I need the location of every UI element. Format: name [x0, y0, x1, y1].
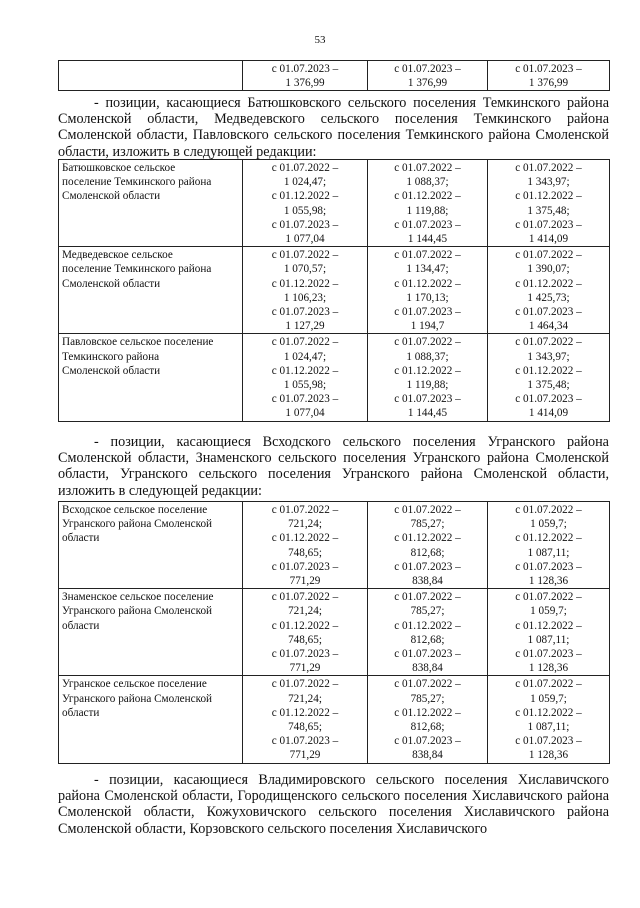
tariff-cell-2 [368, 589, 488, 676]
cell-line: 1 055,98; [283, 204, 327, 217]
cell-line: с 01.07.2022 – [515, 504, 582, 516]
cell-line: с 01.07.2023 – [271, 648, 339, 661]
cell-line: Смоленской области [62, 277, 161, 290]
cell-line: с 01.12.2022 – [394, 190, 461, 203]
settlement-name-cell [59, 502, 243, 589]
cell-line: с 01.07.2022 – [271, 336, 339, 349]
cell-line: 1 134,47; [406, 263, 449, 276]
paragraph-vskhodskoe: - позиции, касающиеся Всходского сельского поселения Угранского района Смоленской области, Знаменского сельского поселения Угранского района Смоленской области, Угранского сельского поселения Угранского района Смоленской области, изложить в следующей редакции: [58, 434, 609, 499]
cell-line: 1 375,48; [527, 204, 570, 217]
cell-line: с 01.07.2023 – [515, 218, 582, 231]
cell-line: 1 070,57; [283, 263, 327, 276]
cell-line: 838,84 [412, 575, 443, 588]
cell-line: Смоленской области [62, 364, 161, 377]
cell-line: 838,84 [412, 662, 443, 675]
cell-line: с 01.07.2022 – [271, 678, 339, 691]
cell-line: 771,29 [289, 662, 321, 675]
top-table [58, 60, 610, 91]
cell-line: с 01.07.2023 – [515, 560, 582, 573]
cell-line: с 01.12.2022 – [394, 706, 461, 719]
cell-line: 838,84 [412, 749, 443, 762]
cell-line: с 01.07.2022 – [394, 678, 461, 691]
settlement-name-cell [59, 160, 243, 247]
tariff-cell-1 [243, 589, 368, 676]
cell-line: 1 119,88; [406, 379, 449, 392]
cell-line: с 01.07.2022 – [515, 678, 582, 691]
cell-line: с 01.12.2022 – [271, 364, 339, 377]
tariff-cell-1 [243, 334, 368, 421]
cell-line: 1 087,11; [527, 721, 570, 734]
cell-line: с 01.07.2023 – [271, 735, 339, 748]
cell-line: с 01.07.2023 – [394, 735, 461, 748]
cell-line: с 01.07.2023 – [394, 560, 461, 573]
cell-line [62, 62, 239, 76]
table-row [59, 502, 610, 589]
cell-line: с 01.07.2022 – [394, 162, 461, 174]
cell-line: 812,68; [410, 546, 445, 559]
cell-line: 1 343,97; [527, 350, 570, 363]
tariff-cell-3 [488, 61, 610, 91]
cell-line: с 01.07.2023 – [515, 648, 582, 661]
cell-line: с 01.07.2023 – [515, 393, 582, 406]
cell-line: 748,65; [288, 633, 322, 646]
cell-line: с 01.07.2023 – [515, 735, 582, 748]
table-row [59, 589, 610, 676]
cell-line: 1 128,36 [528, 749, 569, 762]
cell-line: 812,68; [410, 721, 445, 734]
cell-line: с 01.12.2022 – [271, 277, 339, 290]
cell-line: с 01.12.2022 – [394, 277, 461, 290]
settlement-name-cell [59, 334, 243, 421]
cell-line: с 01.07.2023 – [394, 63, 461, 75]
tariff-cell-1 [243, 676, 368, 763]
cell-line: 1 343,97; [527, 176, 570, 189]
cell-line: с 01.12.2022 – [515, 277, 582, 290]
tariff-cell-3 [488, 247, 610, 334]
cell-line: с 01.07.2023 – [515, 306, 582, 319]
cell-line: 1 144,45 [407, 407, 448, 420]
cell-line: 1 194,7 [410, 320, 445, 333]
cell-line: поселение Темкинского района [62, 176, 212, 189]
cell-line: Угранское сельское поселение [62, 678, 207, 691]
cell-line: с 01.07.2022 – [271, 591, 339, 604]
cell-line: с 01.07.2023 – [394, 393, 461, 406]
tariff-cell-3 [488, 502, 610, 589]
cell-line: Смоленской области [62, 190, 161, 203]
cell-line: с 01.07.2022 – [515, 336, 582, 349]
tariff-cell-3 [488, 589, 610, 676]
cell-line: 1 464,34 [528, 320, 569, 333]
table-row [59, 61, 610, 91]
cell-line: области [62, 619, 100, 632]
cell-line: с 01.07.2023 – [515, 63, 582, 75]
cell-line: Темкинского района [62, 350, 160, 363]
cell-line: с 01.12.2022 – [271, 706, 339, 719]
tariff-cell-2 [368, 334, 488, 421]
cell-line: с 01.07.2023 – [394, 218, 461, 231]
cell-line: 785,27; [410, 605, 445, 618]
cell-line: с 01.12.2022 – [515, 706, 582, 719]
cell-line: 771,29 [289, 575, 321, 588]
settlement-name-cell [59, 676, 243, 763]
cell-line: 812,68; [410, 633, 445, 646]
cell-line: с 01.07.2023 – [394, 648, 461, 661]
table-row [59, 247, 610, 334]
cell-line: 748,65; [288, 546, 322, 559]
paragraph-vladimirovskoe: - позиции, касающиеся Владимировского сельского поселения Хиславичского района Смоленской области, Городищенского сельского поселения Хиславичского района Смоленской области, Кожуховичского сельского поселения Хиславичского района Смоленской области, Корзовского сельского поселения Хиславичского [58, 772, 609, 837]
cell-line: 1 414,09 [528, 233, 569, 246]
cell-line: с 01.07.2023 – [271, 63, 339, 75]
cell-line: области [62, 706, 100, 719]
table-row [59, 676, 610, 763]
cell-line: 1 170,13; [406, 291, 449, 304]
cell-line: 1 128,36 [528, 662, 569, 675]
cell-line: 1 088,37; [406, 176, 449, 189]
cell-line: 771,29 [289, 749, 321, 762]
cell-line: 1 119,88; [406, 204, 449, 217]
tariff-cell-1 [243, 502, 368, 589]
table-row [59, 334, 610, 421]
cell-line: с 01.07.2023 – [271, 560, 339, 573]
cell-line: с 01.07.2022 – [515, 249, 582, 262]
cell-line: с 01.07.2022 – [394, 591, 461, 604]
tariff-cell-3 [488, 334, 610, 421]
tariff-cell-2 [368, 247, 488, 334]
cell-line: Угранского района Смоленской [62, 605, 213, 618]
settlement-name-cell [59, 247, 243, 334]
cell-line: Медведевское сельское [62, 249, 173, 262]
cell-line: с 01.07.2022 – [271, 249, 339, 262]
cell-line: с 01.12.2022 – [271, 190, 339, 203]
cell-line: с 01.12.2022 – [394, 619, 461, 632]
table-row [59, 160, 610, 247]
cell-line: 1 077,04 [285, 233, 325, 246]
cell-line: 1 376,99 [528, 77, 569, 90]
cell-line: с 01.07.2023 – [271, 218, 339, 231]
cell-line: Павловское сельское поселение [62, 336, 214, 349]
cell-line: 1 128,36 [528, 575, 569, 588]
cell-line: 721,24; [288, 518, 322, 531]
cell-line: 1 144,45 [407, 233, 448, 246]
cell-line: Угранского района Смоленской [62, 518, 213, 531]
cell-line: с 01.12.2022 – [271, 619, 339, 632]
cell-line: 1 087,11; [527, 633, 570, 646]
cell-line: 1 059,7; [530, 605, 567, 618]
page-number: 53 [314, 34, 326, 46]
cell-line: с 01.07.2022 – [515, 591, 582, 604]
cell-line: 1 376,99 [285, 77, 325, 90]
cell-line: 1 106,23; [283, 291, 327, 304]
cell-line: 1 376,99 [407, 77, 448, 90]
settlement-name-cell [59, 589, 243, 676]
cell-line: с 01.07.2022 – [394, 504, 461, 516]
tariff-cell-2 [368, 676, 488, 763]
cell-line: 1 425,73; [527, 291, 570, 304]
cell-line: с 01.07.2022 – [394, 249, 461, 262]
cell-line: 1 088,37; [406, 350, 449, 363]
cell-line: с 01.07.2022 – [515, 162, 582, 174]
cell-line: поселение Темкинского района [62, 263, 212, 276]
cell-line: Батюшковское сельское [62, 162, 176, 174]
cell-line: с 01.12.2022 – [394, 532, 461, 545]
cell-line: с 01.07.2022 – [271, 504, 339, 516]
cell-line: с 01.07.2023 – [271, 393, 339, 406]
cell-line: с 01.12.2022 – [515, 619, 582, 632]
cell-line: 785,27; [410, 518, 445, 531]
cell-line: 1 087,11; [527, 546, 570, 559]
cell-line: Угранского района Смоленской [62, 692, 213, 705]
cell-line: 785,27; [410, 692, 445, 705]
cell-line: с 01.07.2022 – [271, 162, 339, 174]
cell-line: Всходское сельское поселение [62, 504, 208, 516]
tariff-cell-2 [368, 61, 488, 91]
cell-line: 748,65; [288, 721, 322, 734]
cell-line: с 01.07.2022 – [394, 336, 461, 349]
table-temkinsky-district [58, 159, 610, 422]
cell-line: 1 077,04 [285, 407, 325, 420]
table-ugransky-district [58, 501, 610, 764]
cell-line: 1 024,47; [283, 350, 327, 363]
cell-line: с 01.12.2022 – [271, 532, 339, 545]
cell-line: 1 390,07; [527, 263, 570, 276]
cell-line: 1 414,09 [528, 407, 569, 420]
cell-line: 721,24; [288, 692, 322, 705]
cell-line: 721,24; [288, 605, 322, 618]
tariff-cell-1 [243, 61, 368, 91]
cell-line: 1 059,7; [530, 692, 567, 705]
cell-line: Знаменское сельское поселение [62, 591, 214, 604]
cell-line: с 01.07.2023 – [271, 306, 339, 319]
tariff-cell-3 [488, 160, 610, 247]
cell-line: 1 127,29 [285, 320, 325, 333]
tariff-cell-2 [368, 502, 488, 589]
cell-line: 1 375,48; [527, 379, 570, 392]
settlement-name-cell [59, 61, 243, 91]
cell-line: с 01.12.2022 – [515, 190, 582, 203]
cell-line: 1 059,7; [530, 518, 567, 531]
tariff-cell-1 [243, 247, 368, 334]
cell-line: области [62, 532, 100, 545]
cell-line: с 01.12.2022 – [394, 364, 461, 377]
cell-line: 1 055,98; [283, 379, 327, 392]
tariff-cell-2 [368, 160, 488, 247]
cell-line: 1 024,47; [283, 176, 327, 189]
cell-line: с 01.12.2022 – [515, 532, 582, 545]
cell-line: с 01.12.2022 – [515, 364, 582, 377]
tariff-cell-3 [488, 676, 610, 763]
tariff-cell-1 [243, 160, 368, 247]
paragraph-batyushkovskoe: - позиции, касающиеся Батюшковского сельского поселения Темкинского района Смоленской области, Медведевского сельского поселения Темкинского района Смоленской области, Павловского сельского поселения Темкинского района Смоленской области, изложить в следующей редакции: [58, 95, 609, 160]
cell-line: с 01.07.2023 – [394, 306, 461, 319]
